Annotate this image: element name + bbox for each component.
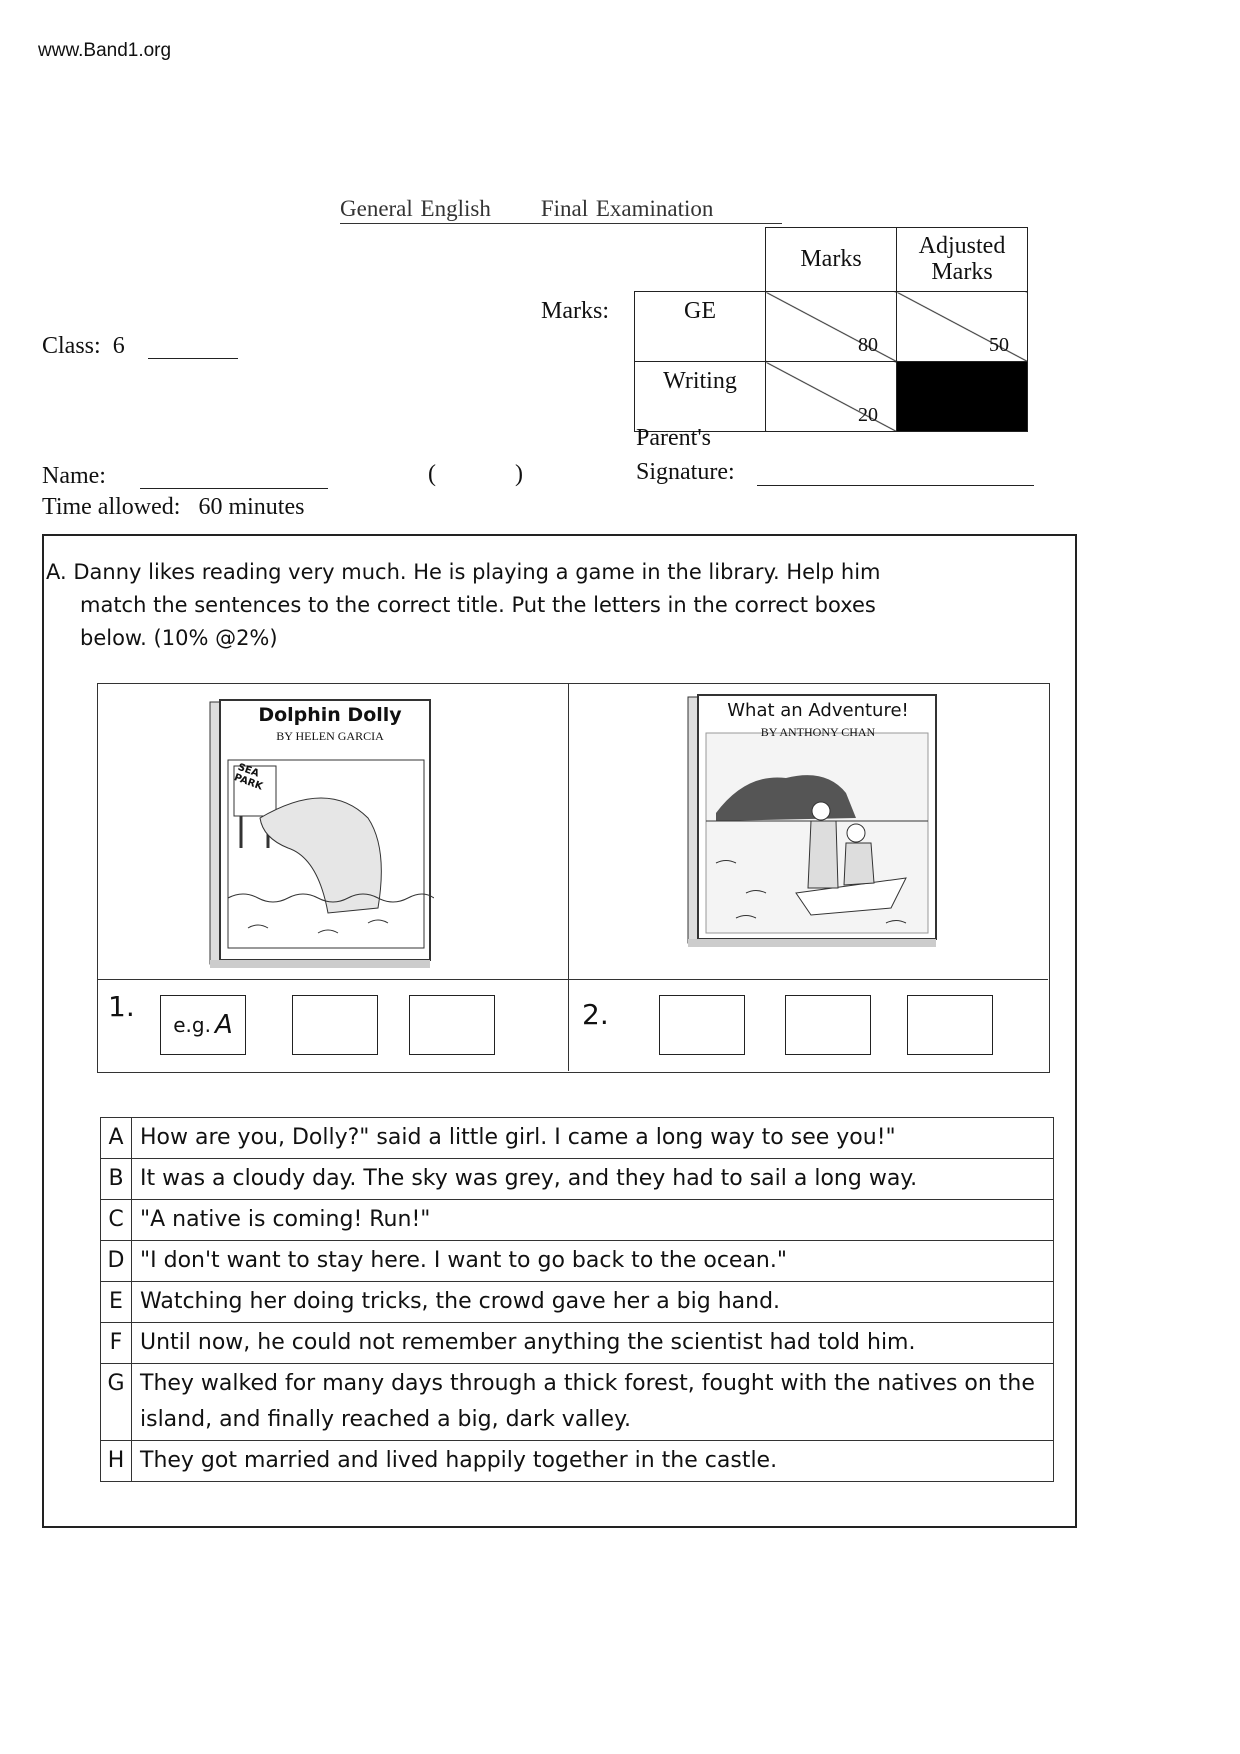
book1-answer-box[interactable] [409, 995, 495, 1055]
book2-author: BY ANTHONY CHAN [760, 725, 876, 739]
section-a-instructions: A. Danny likes reading very much. He is playing a game in the library. Help him match the sentences to the correct title. Put the letters in the correct boxes below. (10% @2%) [46, 560, 881, 650]
row-ge-label: GE [635, 292, 766, 362]
sentence-row [101, 1364, 1054, 1441]
exam-name: Final Examination [540, 196, 714, 221]
row-writing-label: Writing [635, 362, 766, 432]
class-blank[interactable] [148, 358, 238, 359]
row-divider [97, 979, 1048, 980]
sentence-letter: C [101, 1200, 132, 1241]
marks-table [634, 227, 1028, 432]
paren-open: ( [428, 461, 436, 487]
sentence-text: How are you, Dolly?" said a little girl. I came a long way to see you!" [132, 1118, 1054, 1159]
sentence-row [101, 1241, 1054, 1282]
sentence-letter: H [101, 1441, 132, 1482]
sentence-letter: E [101, 1282, 132, 1323]
class-label: Class: 6 [42, 333, 125, 359]
sentence-text: "A native is coming! Run!" [132, 1200, 1054, 1241]
writing-marks-cell[interactable]: 20 [766, 362, 897, 432]
book2-title: What an Adventure! [727, 700, 909, 721]
column-divider [568, 683, 569, 1071]
time-allowed: Time allowed: 60 minutes [42, 494, 305, 520]
sentence-row [101, 1441, 1054, 1482]
sentence-row [101, 1282, 1054, 1323]
sentence-text: "I don't want to stay here. I want to go back to the ocean." [132, 1241, 1054, 1282]
site-url: www.Band1.org [38, 40, 172, 61]
subject: General English [340, 196, 491, 221]
book1-title: Dolphin Dolly [258, 704, 402, 726]
sentence-text: Watching her doing tricks, the crowd gave her a big hand. [132, 1282, 1054, 1323]
exam-title [340, 196, 763, 222]
sentence-text: They got married and lived happily together in the castle. [132, 1441, 1054, 1482]
signature-blank[interactable] [757, 485, 1034, 486]
sentence-text: It was a cloudy day. The sky was grey, and they had to sail a long way. [132, 1159, 1054, 1200]
sentence-letter: D [101, 1241, 132, 1282]
sentence-letter: F [101, 1323, 132, 1364]
parent-label: Parent's [636, 425, 711, 451]
sentence-letter: G [101, 1364, 132, 1441]
book2-number: 2. [582, 998, 609, 1031]
book2-answer-box[interactable] [785, 995, 871, 1055]
sentence-row [101, 1200, 1054, 1241]
writing-adjusted-blackout [897, 362, 1028, 432]
sentence-row [101, 1118, 1054, 1159]
class-value: 6 [112, 333, 125, 359]
sea-park-sign: SEA PARK [232, 761, 265, 793]
sentence-table [100, 1117, 1054, 1482]
marks-label: Marks: [541, 298, 609, 324]
book2-answer-box[interactable] [659, 995, 745, 1055]
sentence-letter: A [101, 1118, 132, 1159]
sentence-row [101, 1323, 1054, 1364]
sentence-letter: B [101, 1159, 132, 1200]
book2-answer-box[interactable] [907, 995, 993, 1055]
book1-author: BY HELEN GARCIA [276, 729, 384, 743]
name-blank[interactable] [140, 488, 328, 489]
col-adjusted: Adjusted Marks [897, 228, 1028, 292]
title-underline [340, 223, 782, 224]
ge-marks-cell[interactable]: 80 [766, 292, 897, 362]
name-label: Name: [42, 463, 106, 489]
ge-adjusted-cell[interactable]: 50 [897, 292, 1028, 362]
section-letter: A. [46, 560, 67, 584]
signature-label: Signature: [636, 459, 735, 485]
book1-answer-box[interactable] [292, 995, 378, 1055]
book1-number: 1. [108, 990, 135, 1023]
paren-close: ) [515, 461, 523, 487]
book1-answer-example: e.g. A [160, 995, 246, 1055]
col-marks: Marks [766, 228, 897, 292]
sentence-row [101, 1159, 1054, 1200]
sentence-text: They walked for many days through a thick forest, fought with the natives on the island, and finally reached a big, dark valley. [132, 1364, 1054, 1441]
sentence-text: Until now, he could not remember anything the scientist had told him. [132, 1323, 1054, 1364]
